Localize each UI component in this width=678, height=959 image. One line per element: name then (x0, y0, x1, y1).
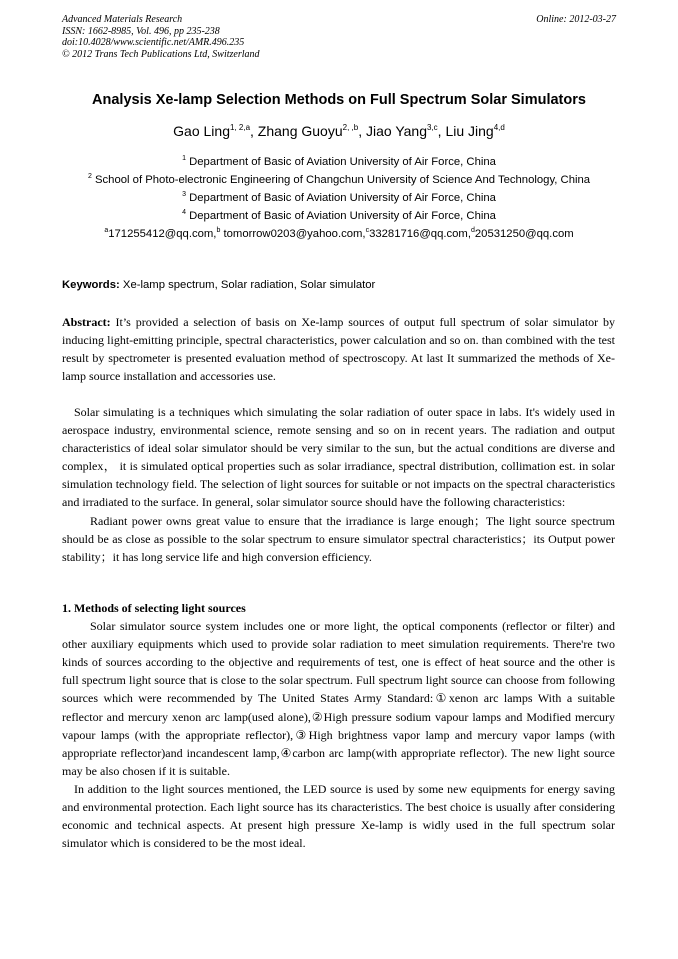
author-superscript: 2, ,b (342, 123, 359, 132)
email-link[interactable]: 20531250@qq.com (474, 228, 574, 240)
affiliation-line: $^3$ Department of Basic of Aviation University of Air Force, China (182, 191, 496, 204)
author-name: Jiao Yang (366, 123, 427, 139)
abstract (62, 313, 615, 385)
journal-name: Advanced Materials Research (62, 14, 183, 25)
affiliation-line: $^1$ Department of Basic of Aviation University of Air Force, China (182, 155, 496, 168)
abstract-text: It’s provided a selection of basis on Xe-lamp sources of output full spectrum of solar simulator by inducing light-emitting principle, spectral characteristics, power calculation and so on. than combined with the test result by spectrometer is presented evaluation method of spectroscopy. At last It summarized the methods of Xe-lamp source installation and accessories use. (62, 315, 616, 384)
author-name: Gao Ling (173, 123, 230, 139)
introduction (62, 403, 615, 566)
author-superscript: 1, 2,a (230, 123, 251, 132)
doi-line: doi:10.4028/www.scientific.net/AMR.496.235 (62, 37, 245, 48)
abstract-label: Abstract: (62, 315, 111, 329)
intro-paragraph: Radiant power owns great value to ensure that the irradiance is large enough；The light source spectrum should be as close as possible to the solar spectrum to ensure simulator spectral characteristics；its Output power stability；it has long service life and high conversion efficiency. (62, 513, 615, 564)
email-line: $^a$171255412@qq.com,$^b$ tomorrow0203@yahoo.com,$^c$33281716@qq.com,$^d$20531250@qq.com (104, 227, 574, 240)
author-superscript: 3,c (426, 123, 438, 132)
section-paragraph: Solar simulator source system includes one or more light, the optical components (reflector or filter) and other auxiliary equipments which used to provide solar radiation to meet simulation requirements. There're two kinds of sources according to the objective and requirements of test, one is effect of heat source and the other is full spectrum light source that is close to the solar spectrum. Full spectrum light source can choose from following sources which were recommended by The United States Army Standard:①xenon arc lamps With a suitable reflector and mercury xenon arc lamp(used alone),②High pressure sodium vapour lamps and Modified mercury vapour lamps (with the appropriate reflector),③High brightness vapor lamp and mercury vapor lamps (with appropriate reflector)and incandescent lamp,④carbon arc lamp(with appropriate reflector). The new light source may be also chosen if it is suitable. (62, 619, 615, 778)
section-1 (62, 599, 615, 852)
email-link[interactable]: tomorrow0203@yahoo.com, (223, 228, 366, 240)
section-paragraph: In addition to the light sources mentioned, the LED source is used by some new equipments for energy saving and environmental protection. Each light source has its characteristics. The best choice is usually after considering economic and technical aspects. At present high pressure Xe-lamp is widly used in the full spectrum solar simulator which is considered to be the most ideal. (62, 781, 615, 851)
online-date: Online: 2012-03-27 (536, 14, 616, 25)
keywords-label: Keywords: (62, 279, 120, 291)
copyright-line: © 2012 Trans Tech Publications Ltd, Switzerland (62, 48, 260, 60)
email-link[interactable]: 171255412@qq.com, (108, 228, 217, 240)
keywords-text: Xe-lamp spectrum, Solar radiation, Solar simulator (122, 279, 376, 291)
section-heading: 1. Methods of selecting light sources (62, 601, 246, 615)
issn-line: ISSN: 1662-8985, Vol. 496, pp 235-238 (62, 25, 220, 37)
email-link[interactable]: 33281716@qq.com, (369, 228, 471, 240)
affiliation-line: $^2$ School of Photo-electronic Engineering of Changchun University of Science And Technology, China (87, 173, 591, 186)
journal-header (62, 14, 260, 60)
affiliation-line: $^4$ Department of Basic of Aviation University of Air Force, China (182, 209, 496, 222)
keywords (62, 279, 617, 291)
author-list: Gao Ling$^{1, 2,a}$, Zhang Guoyu$^{2, ,b}$, Jiao Yang$^{3,c}$, Liu Jing$^{4,d}$ (173, 123, 505, 139)
affiliations (60, 153, 618, 243)
author-name: Zhang Guoyu (257, 123, 343, 139)
author-name: Liu Jing (445, 123, 494, 139)
paper-title: Analysis Xe-lamp Selection Methods on Full Spectrum Solar Simulators (92, 92, 586, 108)
author-superscript: 4,d (493, 123, 505, 132)
intro-paragraph: Solar simulating is a techniques which simulating the solar radiation of outer space in labs. It's widely used in aerospace industry, environmental science, remote sensing and so on in recent years. The radiation and output characteristics of ideal solar simulator should be very similar to the sun, but the actual conditions are diverse and complex， it is simulated optical properties such as solar irradiance, spectral distribution, collimation est. in solar simulation technology field. The selection of light sources for suitable or not impacts on the spectral characteristics and irradiated to the surface. In general, solar simulator source should have the following characteristics: (62, 405, 615, 510)
